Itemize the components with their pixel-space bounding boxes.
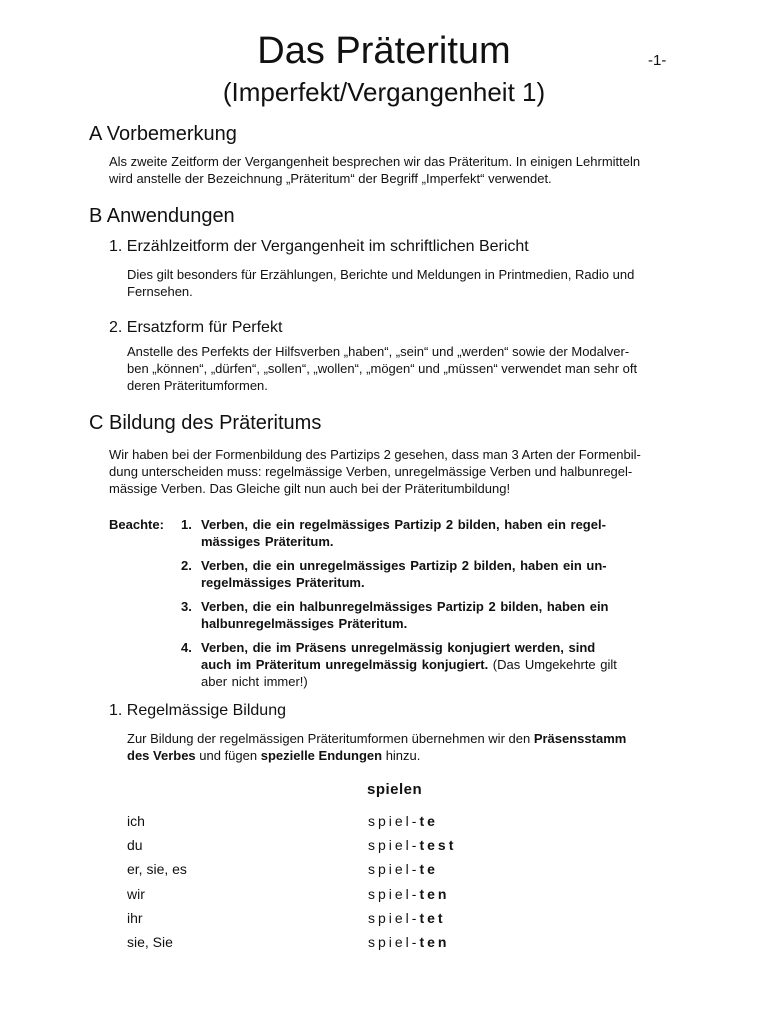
verb-stem: spiel- [368, 813, 420, 829]
conjugation-row [127, 834, 627, 856]
verb-form [368, 931, 449, 953]
conjugation-row [127, 810, 627, 832]
text-line: wird anstelle der Bezeichnung „Präteritum“ der Begriff „Imperfekt“ verwendet. [109, 171, 552, 186]
text-line [127, 747, 626, 764]
verb-form [368, 810, 438, 832]
verb-form [368, 858, 438, 880]
section-a-text [109, 153, 640, 187]
section-c-text [109, 446, 641, 497]
verb-stem: spiel- [368, 861, 420, 877]
page-title: Das Präteritum [257, 30, 511, 72]
text-line: mässige Verben. Das Gleiche gilt nun auch bei der Präteritumbildung! [109, 481, 511, 496]
text-line: Fernsehen. [127, 284, 193, 299]
emphasis: des Verbes [127, 748, 196, 763]
text-run: und fügen [195, 748, 261, 763]
section-b-item1-heading: 1. Erzählzeitform der Vergangenheit im schriftlichen Bericht [109, 238, 529, 255]
note-text: Verben, die ein halbunregelmässiges Partizip 2 bilden, haben ein [201, 599, 609, 614]
note-number: 4. [181, 640, 192, 655]
text-line: deren Präteritumformen. [127, 378, 268, 393]
verb-stem: spiel- [368, 934, 420, 950]
pronoun: ihr [127, 910, 143, 926]
verb-stem: spiel- [368, 910, 420, 926]
pronoun: du [127, 837, 143, 853]
text-run: Zur Bildung der regelmässigen Präteritumformen übernehmen wir den [127, 731, 534, 746]
emphasis: Präsensstamm [533, 731, 627, 746]
section-b-heading: B Anwendungen [89, 205, 235, 227]
text-run: hinzu. [382, 748, 421, 763]
conjugation-row [127, 931, 627, 953]
section-a-heading: A Vorbemerkung [89, 123, 237, 145]
note-text: regelmässiges Präteritum. [201, 575, 365, 590]
text-line [127, 730, 626, 747]
conjugation-row [127, 883, 627, 905]
note-item-1 [181, 516, 696, 550]
verb-stem: spiel- [368, 886, 420, 902]
verb-form [368, 907, 446, 929]
text-line: dung unterscheiden muss: regelmässige Verben, unregelmässige Verben und halbunregel- [109, 464, 633, 479]
note-text: halbunregelmässiges Präteritum. [201, 616, 408, 631]
text-line: Dies gilt besonders für Erzählungen, Berichte und Meldungen in Printmedien, Radio und [127, 267, 635, 282]
regular-heading: 1. Regelmässige Bildung [109, 702, 286, 719]
note-item-2 [181, 557, 696, 591]
text-line: ben „können“, „dürfen“, „sollen“, „wollen“, „mögen“ und „müssen“ verwendet man sehr oft [127, 361, 638, 376]
verb-ending: tet [419, 910, 446, 926]
note-remark: (Das Umgekehrte gilt [488, 657, 617, 672]
verb-ending: ten [419, 886, 450, 902]
note-number: 3. [181, 599, 192, 614]
text-line: Wir haben bei der Formenbildung des Partizips 2 gesehen, dass man 3 Arten der Formenbil- [109, 447, 641, 462]
note-text: auch im Präteritum unregelmässig konjugiert. [201, 657, 489, 672]
note-item-4 [181, 639, 696, 690]
pronoun: sie, Sie [127, 934, 173, 950]
page-subtitle: (Imperfekt/Vergangenheit 1) [222, 77, 546, 107]
note-label: Beachte: [109, 517, 164, 532]
note-number: 1. [181, 517, 192, 532]
note-text-line [181, 656, 696, 673]
note-text: Verben, die ein unregelmässiges Partizip 2 bilden, haben ein un- [201, 558, 607, 573]
pronoun: er, sie, es [127, 861, 187, 877]
pronoun: ich [127, 813, 145, 829]
text-line: Als zweite Zeitform der Vergangenheit besprechen wir das Präteritum. In einigen Lehrmitteln [109, 154, 641, 169]
verb-form [368, 834, 456, 856]
verb-ending: test [419, 837, 457, 853]
regular-text [127, 730, 626, 764]
verb-ending: te [419, 813, 438, 829]
verb-ending: te [419, 861, 438, 877]
note-text: Verben, die im Präsens unregelmässig konjugiert werden, sind [201, 640, 596, 655]
section-c-heading: C Bildung des Präteritums [89, 412, 322, 434]
note-text: Verben, die ein regelmässiges Partizip 2 bilden, haben ein regel- [201, 517, 606, 532]
pronoun: wir [127, 886, 145, 902]
note-remark: aber nicht immer!) [201, 674, 308, 689]
conjugation-row [127, 858, 627, 880]
text-line: Anstelle des Perfekts der Hilfsverben „haben“, „sein“ und „werden“ sowie der Modalver- [127, 344, 630, 359]
page-number: -1- [648, 52, 667, 69]
verb-stem: spiel- [368, 837, 420, 853]
section-b-item2-heading: 2. Ersatzform für Perfekt [109, 319, 283, 336]
verb-form [368, 883, 449, 905]
emphasis: spezielle Endungen [260, 748, 383, 763]
section-b-item2-text [127, 343, 637, 394]
conjugation-verb: spielen [367, 781, 423, 798]
note-number: 2. [181, 558, 192, 573]
conjugation-row [127, 907, 627, 929]
note-item-3 [181, 598, 696, 632]
section-b-item1-text [127, 266, 634, 300]
note-text: mässiges Präteritum. [201, 534, 334, 549]
verb-ending: ten [419, 934, 450, 950]
